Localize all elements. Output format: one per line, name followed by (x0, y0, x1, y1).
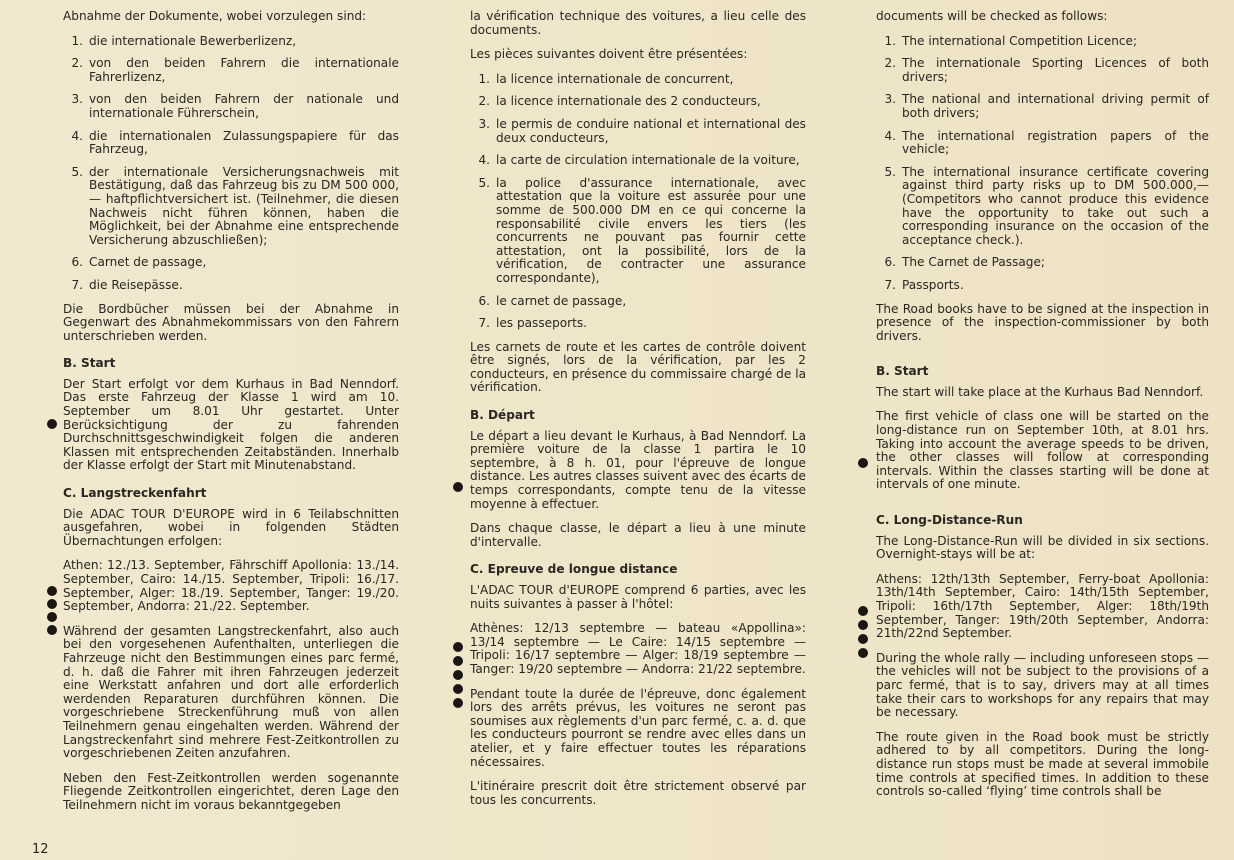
margin-bullet (47, 599, 57, 609)
german-column (63, 10, 399, 824)
margin-bullet (453, 698, 463, 708)
page-number: 12 (32, 842, 49, 857)
start-heading: B. Start (876, 364, 929, 379)
cities-paragraph: Athens: 12th/13th September, Ferry-boat Apollonia: 13th/14th September, Cairo: 14th/15th September, Tripoli: 16th/17th September, Alger: 18th/19th September, Tanger: 19th/20th September, Andorra: 21th/22nd September. (876, 571, 1209, 641)
list-item: 7. die Reisepässe. (71, 277, 183, 292)
list-item: 2. von den beiden Fahrern die internationale Fahrerlizenz, (71, 56, 399, 84)
depart-paragraph: Le départ a lieu devant le Kurhaus, à Bad Nenndorf. La première voiture de la classe 1 partira le 10 septembre, à 8 h. 01, pour l'épreuve de longue distance. Les autres classes suivent avec des écarts de temps correspondants, compte tenu de la vitesse moyenne à effectuer. (470, 428, 806, 511)
during-paragraph: During the whole rally — including unforeseen stops — the vehicles will not be subject to the provisions of a parc fermé, that is to say, drivers may at all times take their cars to workshops for any repairs that may be necessary. (876, 650, 1209, 720)
margin-bullet (453, 670, 463, 680)
margin-bullet (47, 419, 57, 429)
epreuve-heading: C. Epreuve de longue distance (470, 562, 678, 577)
margin-bullet (453, 684, 463, 694)
margin-bullet (47, 612, 57, 622)
cities-paragraph: Athènes: 12/13 septembre — bateau «Appollina»: 13/14 septembre — Le Caire: 14/15 septembre — Tripoli: 16/17 septembre — Alger: 18/19 septembre — Tanger: 19/20 septembre — Andorra: 21/22 septembre. (470, 621, 806, 676)
classe-paragraph: Dans chaque classe, le départ a lieu à une minute d'intervalle. (470, 521, 806, 549)
margin-bullet (47, 625, 57, 635)
english-column (876, 10, 1209, 810)
start-paragraph: Der Start erfolgt vor dem Kurhaus in Bad Nenndorf. Das erste Fahrzeug der Klasse 1 wird am 10. September um 8.01 Uhr gestartet. Unter Berücksichtigung der zu fahrenden Durchschnittsgeschwindigkeit folgen die anderen Klassen mit entsprechenden Zeitabständen. Innerhalb der Klasse erfolgt der Start mit Minutenabstand. (63, 376, 399, 473)
list-item: 4. The international registration papers of the vehicle; (884, 128, 1209, 157)
list-item: 2. The internationale Sporting Licences of both drivers; (884, 56, 1209, 84)
cities-paragraph: Athen: 12./13. September, Fährschiff Apollonia: 13./14. September, Cairo: 14./15. September, Tripoli: 16./17. September, Alger: 18./19. September, Tanger: 19./20. September, Andorra: 21./22. September. (63, 558, 399, 614)
list-item: 4. die internationalen Zulassungspapiere für das Fahrzeug, (71, 128, 399, 157)
margin-bullet (858, 620, 868, 630)
margin-bullet (47, 586, 57, 596)
documents-list (470, 73, 806, 331)
bordbuch-paragraph: Die Bordbücher müssen bei der Abnahme in Gegenwart des Abnahmekommissars von den Fahrern unterschrieben werden. (63, 301, 399, 343)
margin-bullet (858, 648, 868, 658)
zeitkontrollen-paragraph: Neben den Fest-Zeitkontrollen werden sogenannte Fliegende Zeitkontrollen eingerichtet, deren Lage den Teilnehmern nicht im voraus bekanntgegeben (63, 770, 399, 812)
documents-list (63, 35, 399, 293)
route-paragraph: The route given in the Road book must be strictly adhered to by all competitors. During the long-distance run stops must be made at several immobile time controls at specified times. In addition to these controls so-called ‘flying’ time controls shall be (876, 729, 1209, 799)
list-item: 4. la carte de circulation internationale de la voiture, (478, 153, 800, 168)
list-item: 1. la licence internationale de concurrent, (478, 71, 734, 86)
carnets-paragraph: Les carnets de route et les cartes de contrôle doivent être signés, lors de la vérification, par les 2 conducteurs, en présence du commissaire chargé de la vérification. (470, 339, 806, 395)
list-item: 1. die internationale Bewerberlizenz, (71, 33, 297, 48)
verification-intro: la vérification technique des voitures, a lieu celle des documents. (470, 9, 806, 37)
langstrecken-paragraph: Die ADAC TOUR D'EUROPE wird in 6 Teilabschnitten ausgefahren, wobei in folgenden Städten Übernachtungen erfolgen: (63, 506, 399, 548)
list-item: 6. Carnet de passage, (71, 255, 207, 270)
list-item: 5. The international insurance certificate covering against third party risks up to DM 500.000,— (Competitors who cannot produce this evidence have the opportunity to take out such a corresponding insurance on the occasion of the acceptance check.). (884, 164, 1209, 247)
list-item: 1. The international Competition Licence; (884, 33, 1138, 48)
margin-bullet (858, 606, 868, 616)
list-item: 7. Passports. (884, 277, 964, 292)
depart-heading: B. Départ (470, 408, 535, 423)
list-item: 5. der internationale Versicherungsnachweis mit Bestätigung, daß das Fahrzeug bis zu DM 500 000,— haftpflichtversichert ist. (Teilnehmer, die diesen Nachweis nicht führen können, haben die Möglichkeit, bei der Abnahme eine entsprechende Versicherung abzuschließen); (71, 164, 399, 247)
itineraire-paragraph: L'itinéraire prescrit doit être strictement observé par tous les concurrents. (470, 779, 806, 807)
long-distance-heading: C. Long-Distance-Run (876, 513, 1023, 528)
epreuve-paragraph: L'ADAC TOUR d'EUROPE comprend 6 parties, avec les nuits suivantes à passer à l'hôtel: (470, 583, 806, 611)
margin-bullet (453, 482, 463, 492)
margin-bullet (858, 634, 868, 644)
list-item: 3. von den beiden Fahrern der nationale und internationale Führerschein, (71, 92, 399, 120)
list-item: 6. The Carnet de Passage; (884, 255, 1045, 270)
margin-bullet (453, 642, 463, 652)
parc-ferme-paragraph: Während der gesamten Langstreckenfahrt, also auch bei den vorgesehenen Aufenthalten, unterliegen die Fahrzeuge nicht den Bestimmungen eines parc fermé, d. h. daß die Fahrer mit ihren Fahrzeugen jederzeit eine Werkstatt anfahren und dort alle erforderlich werdenden Reparaturen durchführen können. Die vorgeschriebene Streckenführung muß von allen Teilnehmern genau eingehalten werden. Während der Langstreckenfahrt sind mehrere Fest-Zeitkontrollen zu vorgeschriebenen Zeiten anzufahren. (63, 623, 399, 761)
list-item: 3. The national and international driving permit of both drivers; (884, 92, 1209, 120)
list-item: 3. le permis de conduire national et international des deux conducteurs, (478, 116, 806, 145)
first-vehicle-paragraph: The first vehicle of class one will be started on the long-distance run on September 10th, at 8.01 hrs. Taking into account the average speeds to be driven, the other classes will follow at corresponding intervals. Within the classes starting will be done at intervals of one minute. (876, 409, 1209, 492)
start-paragraph: The start will take place at the Kurhaus Bad Nenndorf. (876, 384, 1204, 399)
documents-list (876, 35, 1209, 293)
documents-intro: documents will be checked as follows: (876, 9, 1108, 23)
pendant-paragraph: Pendant toute la durée de l'épreuve, donc également lors des arrêts prévus, les voitures ne seront pas soumises aux règlements d'un parc fermé, c. a. d. que les conducteurs pourront se rendre avec elles dans un atelier, et y faire effectuer toutes les réparations nécessaires. (470, 686, 806, 769)
list-item: 5. la police d'assurance internationale, avec attestation que la voiture est assurée pour une somme de 500.000 DM en ce qui concerne la responsabilité civile envers les tiers (les concurrents ne pouvant pas fournir cette attestation, ont la possibilité, lors de la vérification, de contracter une assurance correspondante), (478, 175, 806, 285)
start-heading: B. Start (63, 356, 116, 371)
list-item: 6. le carnet de passage, (478, 293, 627, 308)
list-item: 2. la licence internationale des 2 conducteurs, (478, 94, 761, 109)
list-item: 7. les passeports. (478, 316, 588, 331)
french-column (470, 10, 806, 818)
pieces-intro: Les pièces suivantes doivent être présentées: (470, 47, 748, 62)
long-distance-paragraph: The Long-Distance-Run will be divided in six sections. Overnight-stays will be at: (876, 533, 1209, 562)
margin-bullet (858, 458, 868, 468)
langstrecken-heading: C. Langstreckenfahrt (63, 486, 207, 501)
documents-intro: Abnahme der Dokumente, wobei vorzulegen sind: (63, 9, 367, 23)
margin-bullet (453, 656, 463, 666)
roadbooks-paragraph: The Road books have to be signed at the inspection in presence of the inspection-commissioner by both drivers. (876, 301, 1209, 343)
